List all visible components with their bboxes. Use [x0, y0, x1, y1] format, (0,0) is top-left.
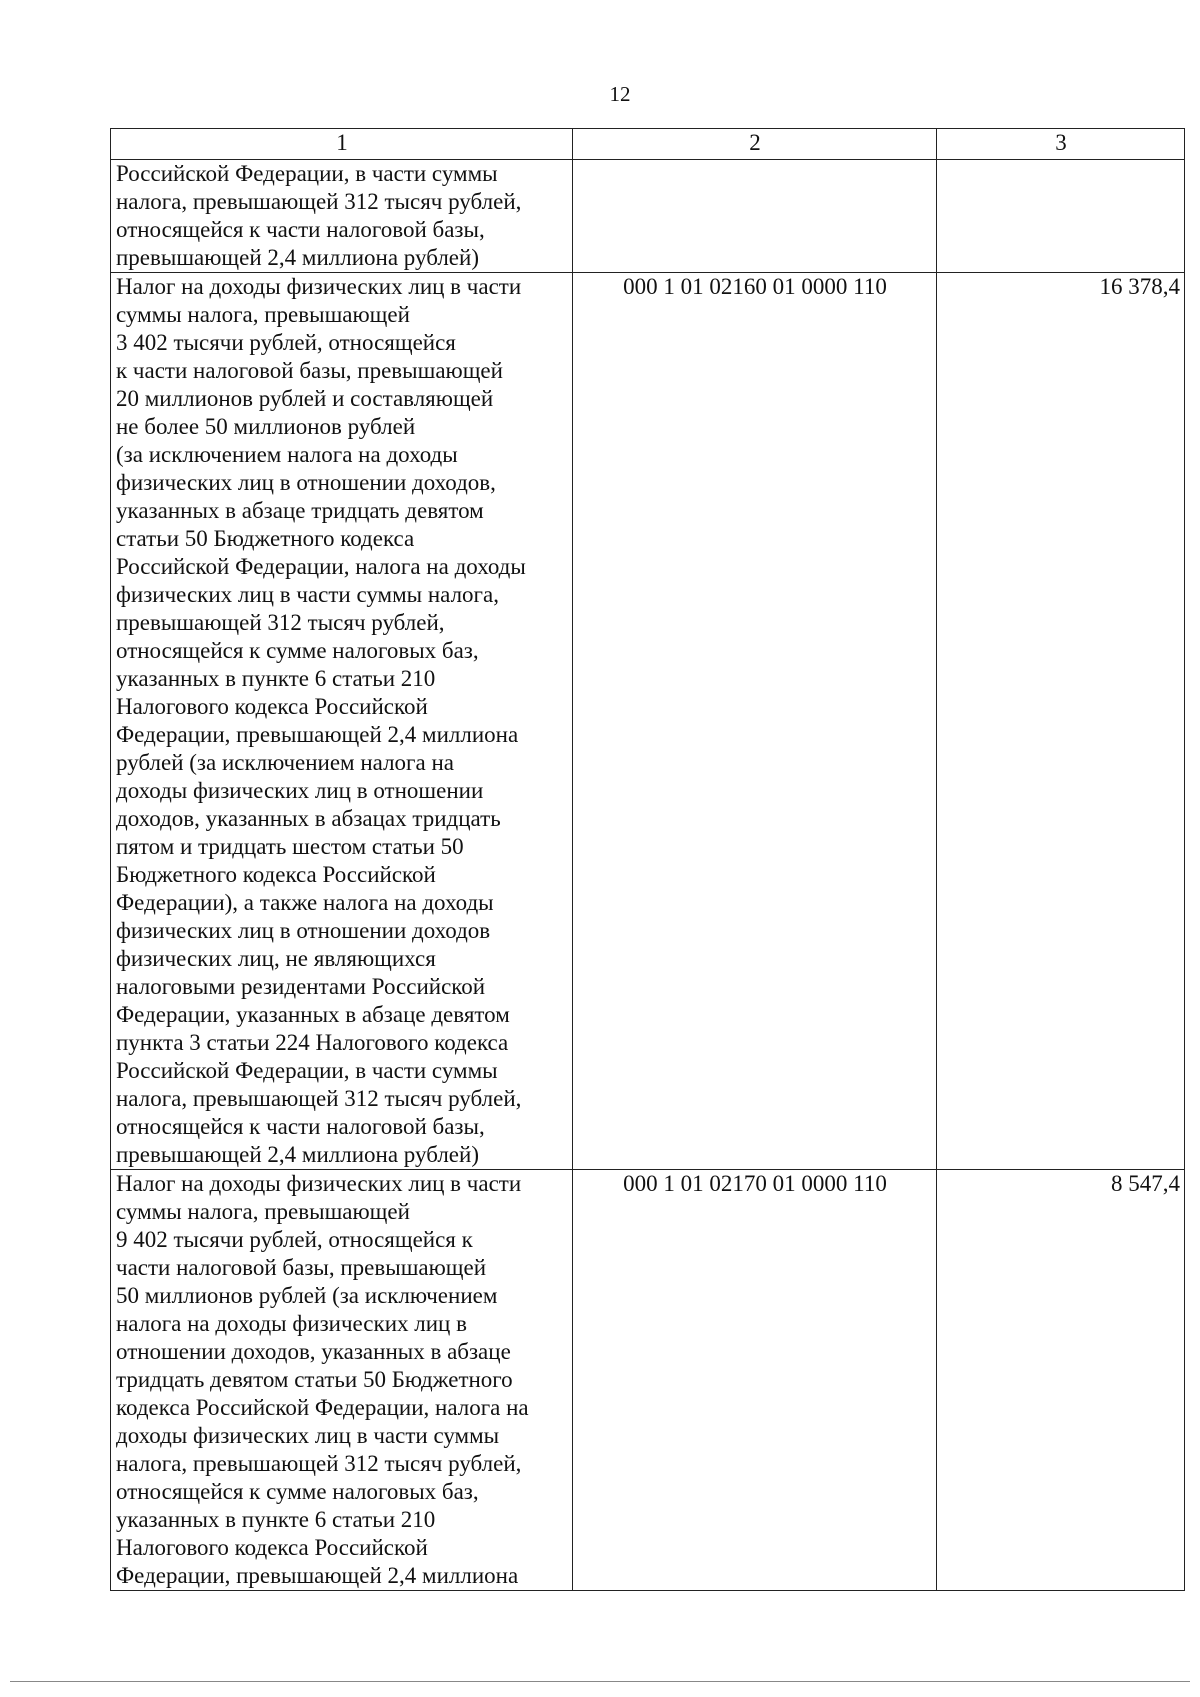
description-line: рублей (за исключением налога на	[116, 750, 454, 775]
description-line: пункта 3 статьи 224 Налогового кодекса	[116, 1030, 509, 1055]
description-line: Российской Федерации, в части суммы	[116, 1058, 498, 1083]
description-line: Налог на доходы физических лиц в части	[116, 1171, 522, 1196]
description-line: Федерации, превышающей 2,4 миллиона	[116, 1563, 519, 1588]
description-line: 20 миллионов рублей и составляющей	[116, 386, 494, 411]
description-line: налога, превышающей 312 тысяч рублей,	[116, 189, 522, 214]
description-line: Федерации), а также налога на доходы	[116, 890, 494, 915]
description-line: превышающей 312 тысяч рублей,	[116, 610, 445, 635]
description-line: относящейся к сумме налоговых баз,	[116, 638, 479, 663]
description-line: 50 миллионов рублей (за исключением	[116, 1283, 498, 1308]
scan-edge-line	[10, 1681, 1190, 1682]
description-line: Налогового кодекса Российской	[116, 694, 428, 719]
description-line: физических лиц в части суммы налога,	[116, 582, 499, 607]
description-line: суммы налога, превышающей	[116, 302, 410, 327]
description-line: статьи 50 Бюджетного кодекса	[116, 526, 415, 551]
budget-code-cell: 000 1 01 02160 01 0000 110	[573, 273, 937, 1170]
description-line: Налог на доходы физических лиц в части	[116, 274, 522, 299]
description-line: к части налоговой базы, превышающей	[116, 358, 503, 383]
page-number: 12	[609, 82, 631, 106]
description-line: 9 402 тысячи рублей, относящейся к	[116, 1227, 473, 1252]
amount-cell: 8 547,4	[937, 1170, 1185, 1591]
description-line: Федерации, указанных в абзаце девятом	[116, 1002, 510, 1027]
description-line: физических лиц в отношении доходов	[116, 918, 491, 943]
description-line: указанных в пункте 6 статьи 210	[116, 666, 436, 691]
description-line: (за исключением налога на доходы	[116, 442, 458, 467]
description-line: налога на доходы физических лиц в	[116, 1311, 467, 1336]
table-row	[111, 273, 1185, 1170]
column-header-1: 1	[111, 129, 573, 160]
description-line: доходы физических лиц в отношении	[116, 778, 484, 803]
description-line: налога, превышающей 312 тысяч рублей,	[116, 1451, 522, 1476]
description-cell	[111, 1170, 573, 1591]
description-line: Российской Федерации, налога на доходы	[116, 554, 526, 579]
description-line: доходы физических лиц в части суммы	[116, 1423, 500, 1448]
column-header-3: 3	[937, 129, 1185, 160]
description-line: не более 50 миллионов рублей	[116, 414, 416, 439]
description-line: части налоговой базы, превышающей	[116, 1255, 487, 1280]
description-line: кодекса Российской Федерации, налога на	[116, 1395, 529, 1420]
description-line: физических лиц, не являющихся	[116, 946, 436, 971]
table-row	[111, 1170, 1185, 1591]
description-line: тридцать девятом статьи 50 Бюджетного	[116, 1367, 513, 1392]
description-line: 3 402 тысячи рублей, относящейся	[116, 330, 456, 355]
description-line: суммы налога, превышающей	[116, 1199, 410, 1224]
description-line: превышающей 2,4 миллиона рублей)	[116, 1142, 479, 1167]
description-line: пятом и тридцать шестом статьи 50	[116, 834, 464, 859]
description-line: относящейся к сумме налоговых баз,	[116, 1479, 479, 1504]
description-cell	[111, 160, 573, 273]
description-line: относящейся к части налоговой базы,	[116, 1114, 485, 1139]
amount-cell	[937, 160, 1185, 273]
table-body	[111, 160, 1185, 1591]
description-line: превышающей 2,4 миллиона рублей)	[116, 245, 479, 270]
description-line: указанных в абзаце тридцать девятом	[116, 498, 484, 523]
table-row	[111, 160, 1185, 273]
description-line: относящейся к части налоговой базы,	[116, 217, 485, 242]
table-header-row	[111, 129, 1185, 160]
description-line: физических лиц в отношении доходов,	[116, 470, 496, 495]
description-cell	[111, 273, 573, 1170]
description-line: доходов, указанных в абзацах тридцать	[116, 806, 501, 831]
budget-code-cell: 000 1 01 02170 01 0000 110	[573, 1170, 937, 1591]
description-line: Налогового кодекса Российской	[116, 1535, 428, 1560]
amount-cell: 16 378,4	[937, 273, 1185, 1170]
description-line: указанных в пункте 6 статьи 210	[116, 1507, 436, 1532]
column-header-2: 2	[573, 129, 937, 160]
description-line: налоговыми резидентами Российской	[116, 974, 486, 999]
description-line: Российской Федерации, в части суммы	[116, 161, 498, 186]
description-line: отношении доходов, указанных в абзаце	[116, 1339, 511, 1364]
description-line: Бюджетного кодекса Российской	[116, 862, 436, 887]
budget-code-cell	[573, 160, 937, 273]
description-line: Федерации, превышающей 2,4 миллиона	[116, 722, 519, 747]
description-line: налога, превышающей 312 тысяч рублей,	[116, 1086, 522, 1111]
budget-revenue-table	[110, 128, 1185, 1591]
